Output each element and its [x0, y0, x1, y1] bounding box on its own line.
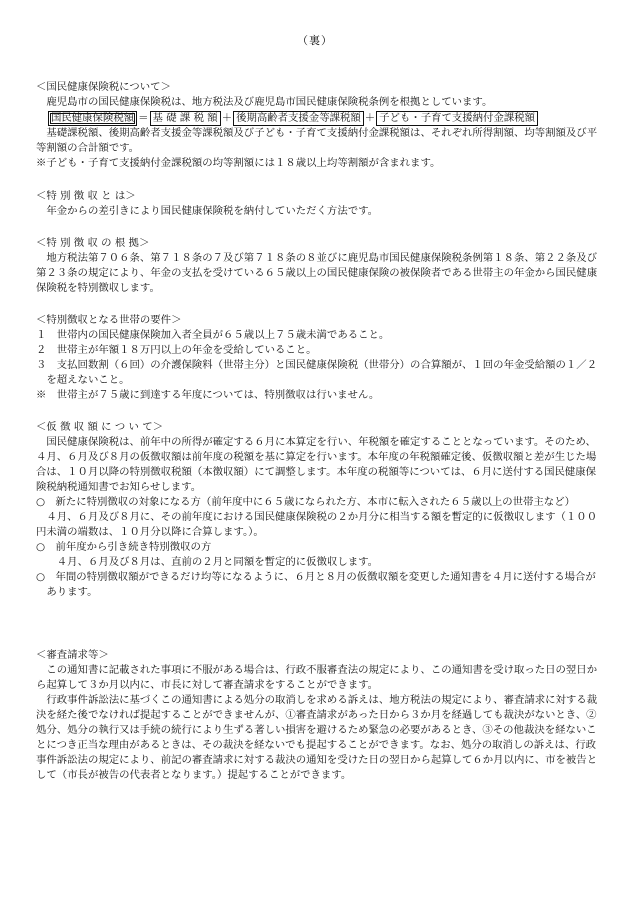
formula-plus: ＋ [364, 112, 376, 124]
section-heading: ＜特 別 徴 収 の 根 拠＞ [36, 237, 150, 249]
paragraph: 基礎課税額、後期高齢者支援金等課税額及び子ども・子育て支援納付金課税額は、それぞれ所得割額、均等割額及び平等割額の合計額です。 [36, 127, 598, 154]
paragraph: ４月、６月及び８月は、直前の２月と同額を暫定的に仮徴収します。 [56, 556, 379, 568]
list-item: ○ 年間の特別徴収額ができるだけ均等になるように、６月と８月の仮徴収額を変更した通知書を４月に送付する場合があります。 [36, 571, 596, 598]
tax-formula [48, 111, 598, 126]
section-heading: ＜仮 徴 収 額 に つ い て＞ [36, 421, 164, 433]
paragraph: 行政事件訴訟法に基づくこの通知書による処分の取消しを求める訴えは、地方税法の規定により、審査請求に対する裁決を経た後でなければ提起することができませんが、①審査請求があった日から３か月を経過しても裁決がないとき、②処分、処分の執行又は手続の続行により生ずる著しい損害を避けるため緊急の必要があるとき、③その他裁決を経ないことにつき正当な理由があるときは、その裁決を経ないでも提起することができます。なお、処分の取消しの訴えは、行政事件訴訟法の規定により、前記の審査請求に対する裁決の通知を受けた日の翌日から起算して６か月以内に、市を被告として（市長が被告の代表者となります。）提起することができます。 [36, 694, 598, 781]
section-tax-overview [36, 80, 598, 171]
section-special-collection [36, 189, 598, 219]
section-appeals [36, 648, 598, 783]
formula-total-box: 国民健康保険税額 [48, 111, 137, 126]
note: ※子ども・子育て支援納付金課税額の均等割額には１８歳以上均等割額が含まれます。 [36, 157, 441, 169]
section-heading: ＜審査請求等＞ [36, 649, 109, 661]
paragraph: 年金からの差引きにより国民健康保険税を納付していただく方法です。 [46, 205, 379, 217]
section-requirements [36, 313, 598, 403]
formula-basic-box: 基 礎 課 税 額 [150, 111, 221, 126]
formula-equals: ＝ [138, 112, 149, 124]
formula-elderly-box: 後期高齢者支援金等課税額 [233, 111, 364, 126]
formula-plus: ＋ [221, 112, 233, 124]
list-item: ２ 世帯主が年額１８万円以上の年金を受給していること。 [36, 344, 317, 356]
section-legal-basis [36, 236, 598, 296]
paragraph: 鹿児島市の国民健康保険税は、地方税法及び鹿児島市国民健康保険税条例を根拠としています。 [46, 96, 493, 108]
list-item: ※ 世帯主が７５歳に到達する年度については、特別徴収は行いません。 [36, 389, 380, 401]
section-heading: ＜特 別 徴 収 と は＞ [36, 190, 136, 202]
section-provisional-collection [36, 420, 598, 600]
formula-child-box: 子ども・子育て支援納付金課税額 [376, 111, 538, 126]
list-item: ３ 支払回数割（６回）の介護保険料（世帯主分）と国民健康保険税（世帯分）の合算額が、１回の年金受給額の１／２を超えないこと。 [36, 359, 598, 386]
section-heading: ＜特別徴収となる世帯の要件＞ [36, 314, 182, 326]
list-item: １ 世帯内の国民健康保険加入者全員が６５歳以上７５歳未満であること。 [36, 329, 390, 341]
paragraph: この通知書に記載された事項に不服がある場合は、行政不服審査法の規定により、この通知書を受け取った日の翌日から起算して３か月以内に、市長に対して審査請求をすることができます。 [36, 664, 598, 691]
paragraph: 国民健康保険税は、前年中の所得が確定する６月に本算定を行い、年税額を確定することとなっています。そのため、４月、６月及び８月の仮徴収額は前年度の税額を基に算定を行います。本年度の年税額確定後、仮徴収額と差が生じた場合は、１０月以降の特別徴収税額（本徴収額）にて調整します。本年度の税額等については、６月に送付する国民健康保険税納税通知書でお知らせします。 [36, 436, 597, 493]
list-item: ○ 新たに特別徴収の対象になる方（前年度中に６５歳になられた方、本市に転入された６５歳以上の世帯主など） [36, 496, 575, 508]
page-side-mark: （裏） [297, 34, 333, 47]
paragraph: ４月、６月及び８月に、その前年度における国民健康保険税の２か月分に相当する額を暫定的に仮徴収します（１００円未満の端数は、１０月分以降に合算します。）。 [36, 511, 598, 538]
section-heading: ＜国民健康保険税について＞ [36, 81, 171, 93]
list-item: ○ 前年度から引き続き特別徴収の方 [36, 541, 212, 553]
paragraph: 地方税法第７０６条、第７１８条の７及び第７１８条の８並びに鹿児島市国民健康保険税条例第１８条、第２２条及び第２３条の規定により、年金の支払を受けている６５歳以上の国民健康保険の被保険者である世帯主の年金から国民健康保険税を特別徴収します。 [36, 252, 598, 294]
